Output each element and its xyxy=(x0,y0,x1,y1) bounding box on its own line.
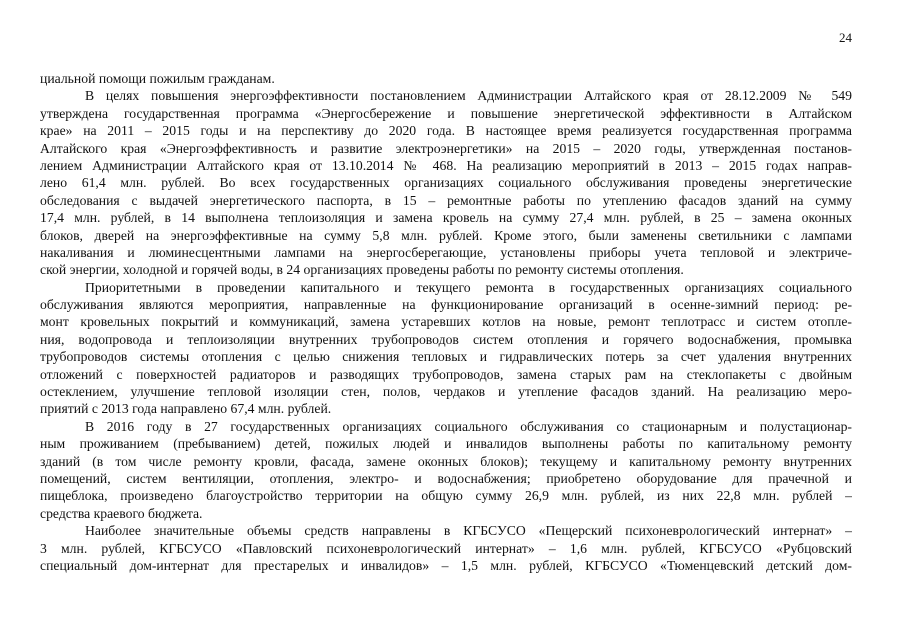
text-line: помещений, систем вентиляции, отопления, электро- и водоснабжения; приобретено оборудование для прачечной и xyxy=(40,470,852,486)
text-line: 3 млн. рублей, КГБСУСО «Павловский психоневрологический интернат» – 1,6 млн. рублей, КГБСУСО «Рубцовский xyxy=(40,540,852,556)
text-line: ской энергии, холодной и горячей воды, в 24 организациях проведены работы по ремонту системы отопления. xyxy=(40,262,684,278)
text-line: циальной помощи пожилым гражданам. xyxy=(40,71,275,86)
page-number: 24 xyxy=(839,30,852,45)
text-line: В 2016 году в 27 государственных организациях социального обслуживания со стационарным и полустационар- xyxy=(85,418,852,434)
text-line: зданий (в том числе ремонту кровли, фасада, замене оконных блоков); текущему и капитальному ремонту внутренних xyxy=(40,453,852,469)
text-line: накаливания и люминесцентными лампами на энергосберегающие, установлены приборы учета тепловой и электриче- xyxy=(40,244,852,260)
text-line: трубопроводов системы отопления с целью снижения тепловых и гидравлических потерь за счет удаления внутренних xyxy=(40,349,852,365)
paragraph-2016-works xyxy=(40,418,852,522)
text-line: ния, водопровода и теплоизоляции внутренних трубопроводов систем отопления и горячего водоснабжения, промывка xyxy=(40,331,852,347)
text-line: пищеблока, произведено благоустройство территории на общую сумму 26,9 млн. рублей, из них 22,8 млн. рублей – xyxy=(40,488,852,504)
text-line: отложений с поверхностей радиаторов и разводящих трубопроводов, замена старых рам на стеклопакеты с двойным xyxy=(40,366,852,382)
text-line: крае» на 2011 – 2015 годы и на перспективу до 2020 года. В настоящее время реализуется государственная программа xyxy=(40,123,852,139)
paragraph-repair-priorities xyxy=(40,279,852,418)
text-line: 17,4 млн. рублей, в 14 выполнена теплоизоляция и замена кровель на сумму 27,4 млн. рублей, в 25 – замена оконных xyxy=(40,210,852,226)
text-line: средства краевого бюджета. xyxy=(40,505,203,521)
text-line: Приоритетными в проведении капитального и текущего ремонта в государственных организациях социального xyxy=(85,279,852,295)
text-line: ным проживанием (пребыванием) детей, пожилых людей и инвалидов выполнены работы по капитальному ремонту xyxy=(40,436,852,452)
text-line: обслуживания являются мероприятия, направленные на функционирование организаций в осенне-зимний период: ре- xyxy=(40,297,852,313)
paragraph-energy-efficiency xyxy=(40,87,852,278)
text-line: монт кровельных покрытий и коммуникаций, замена устаревших котлов на новые, ремонт теплотрасс и систем отопле- xyxy=(40,314,852,330)
text-line: В целях повышения энергоэффективности постановлением Администрации Алтайского края от 28.12.2009 № 549 xyxy=(85,88,852,104)
text-line: утверждена государственная программа «Энергосбережение и повышение энергетической эффективности в Алтайском xyxy=(40,105,852,121)
text-line: лено 61,4 млн. рублей. Во всех государственных организациях социального обслуживания проведены энергетические xyxy=(40,175,852,191)
text-line: блоков, дверей на энергоэффективные на сумму 5,8 млн. рублей. Кроме этого, были заменены светильники с лампами xyxy=(40,227,852,243)
text-line: обследования с выдачей энергетического паспорта, в 15 – ремонтные работы по утеплению фасадов зданий на сумму xyxy=(40,192,852,208)
text-line: специальный дом-интернат для престарелых и инвалидов» – 1,5 млн. рублей, КГБСУСО «Тюменцевский детский дом- xyxy=(40,557,852,573)
text-line: лением Администрации Алтайского края от 13.10.2014 № 468. На реализацию мероприятий в 2013 – 2015 годах направ- xyxy=(40,157,852,173)
text-line: Алтайского края «Энергоэффективность и развитие электроэнергетики» на 2015 – 2020 годы, утвержденная постанов- xyxy=(40,140,852,156)
paragraph-largest-funding xyxy=(40,522,852,574)
paragraph-continuation xyxy=(40,70,852,87)
text-line: Наиболее значительные объемы средств направлены в КГБСУСО «Пещерский психоневрологический интернат» – xyxy=(85,523,852,539)
text-line: остеклением, улучшение тепловой изоляции стен, полов, чердаков и утепление фасадов зданий. На реализацию меро- xyxy=(40,384,852,400)
text-line: приятий с 2013 года направлено 67,4 млн. рублей. xyxy=(40,401,332,417)
body-text xyxy=(40,70,852,574)
